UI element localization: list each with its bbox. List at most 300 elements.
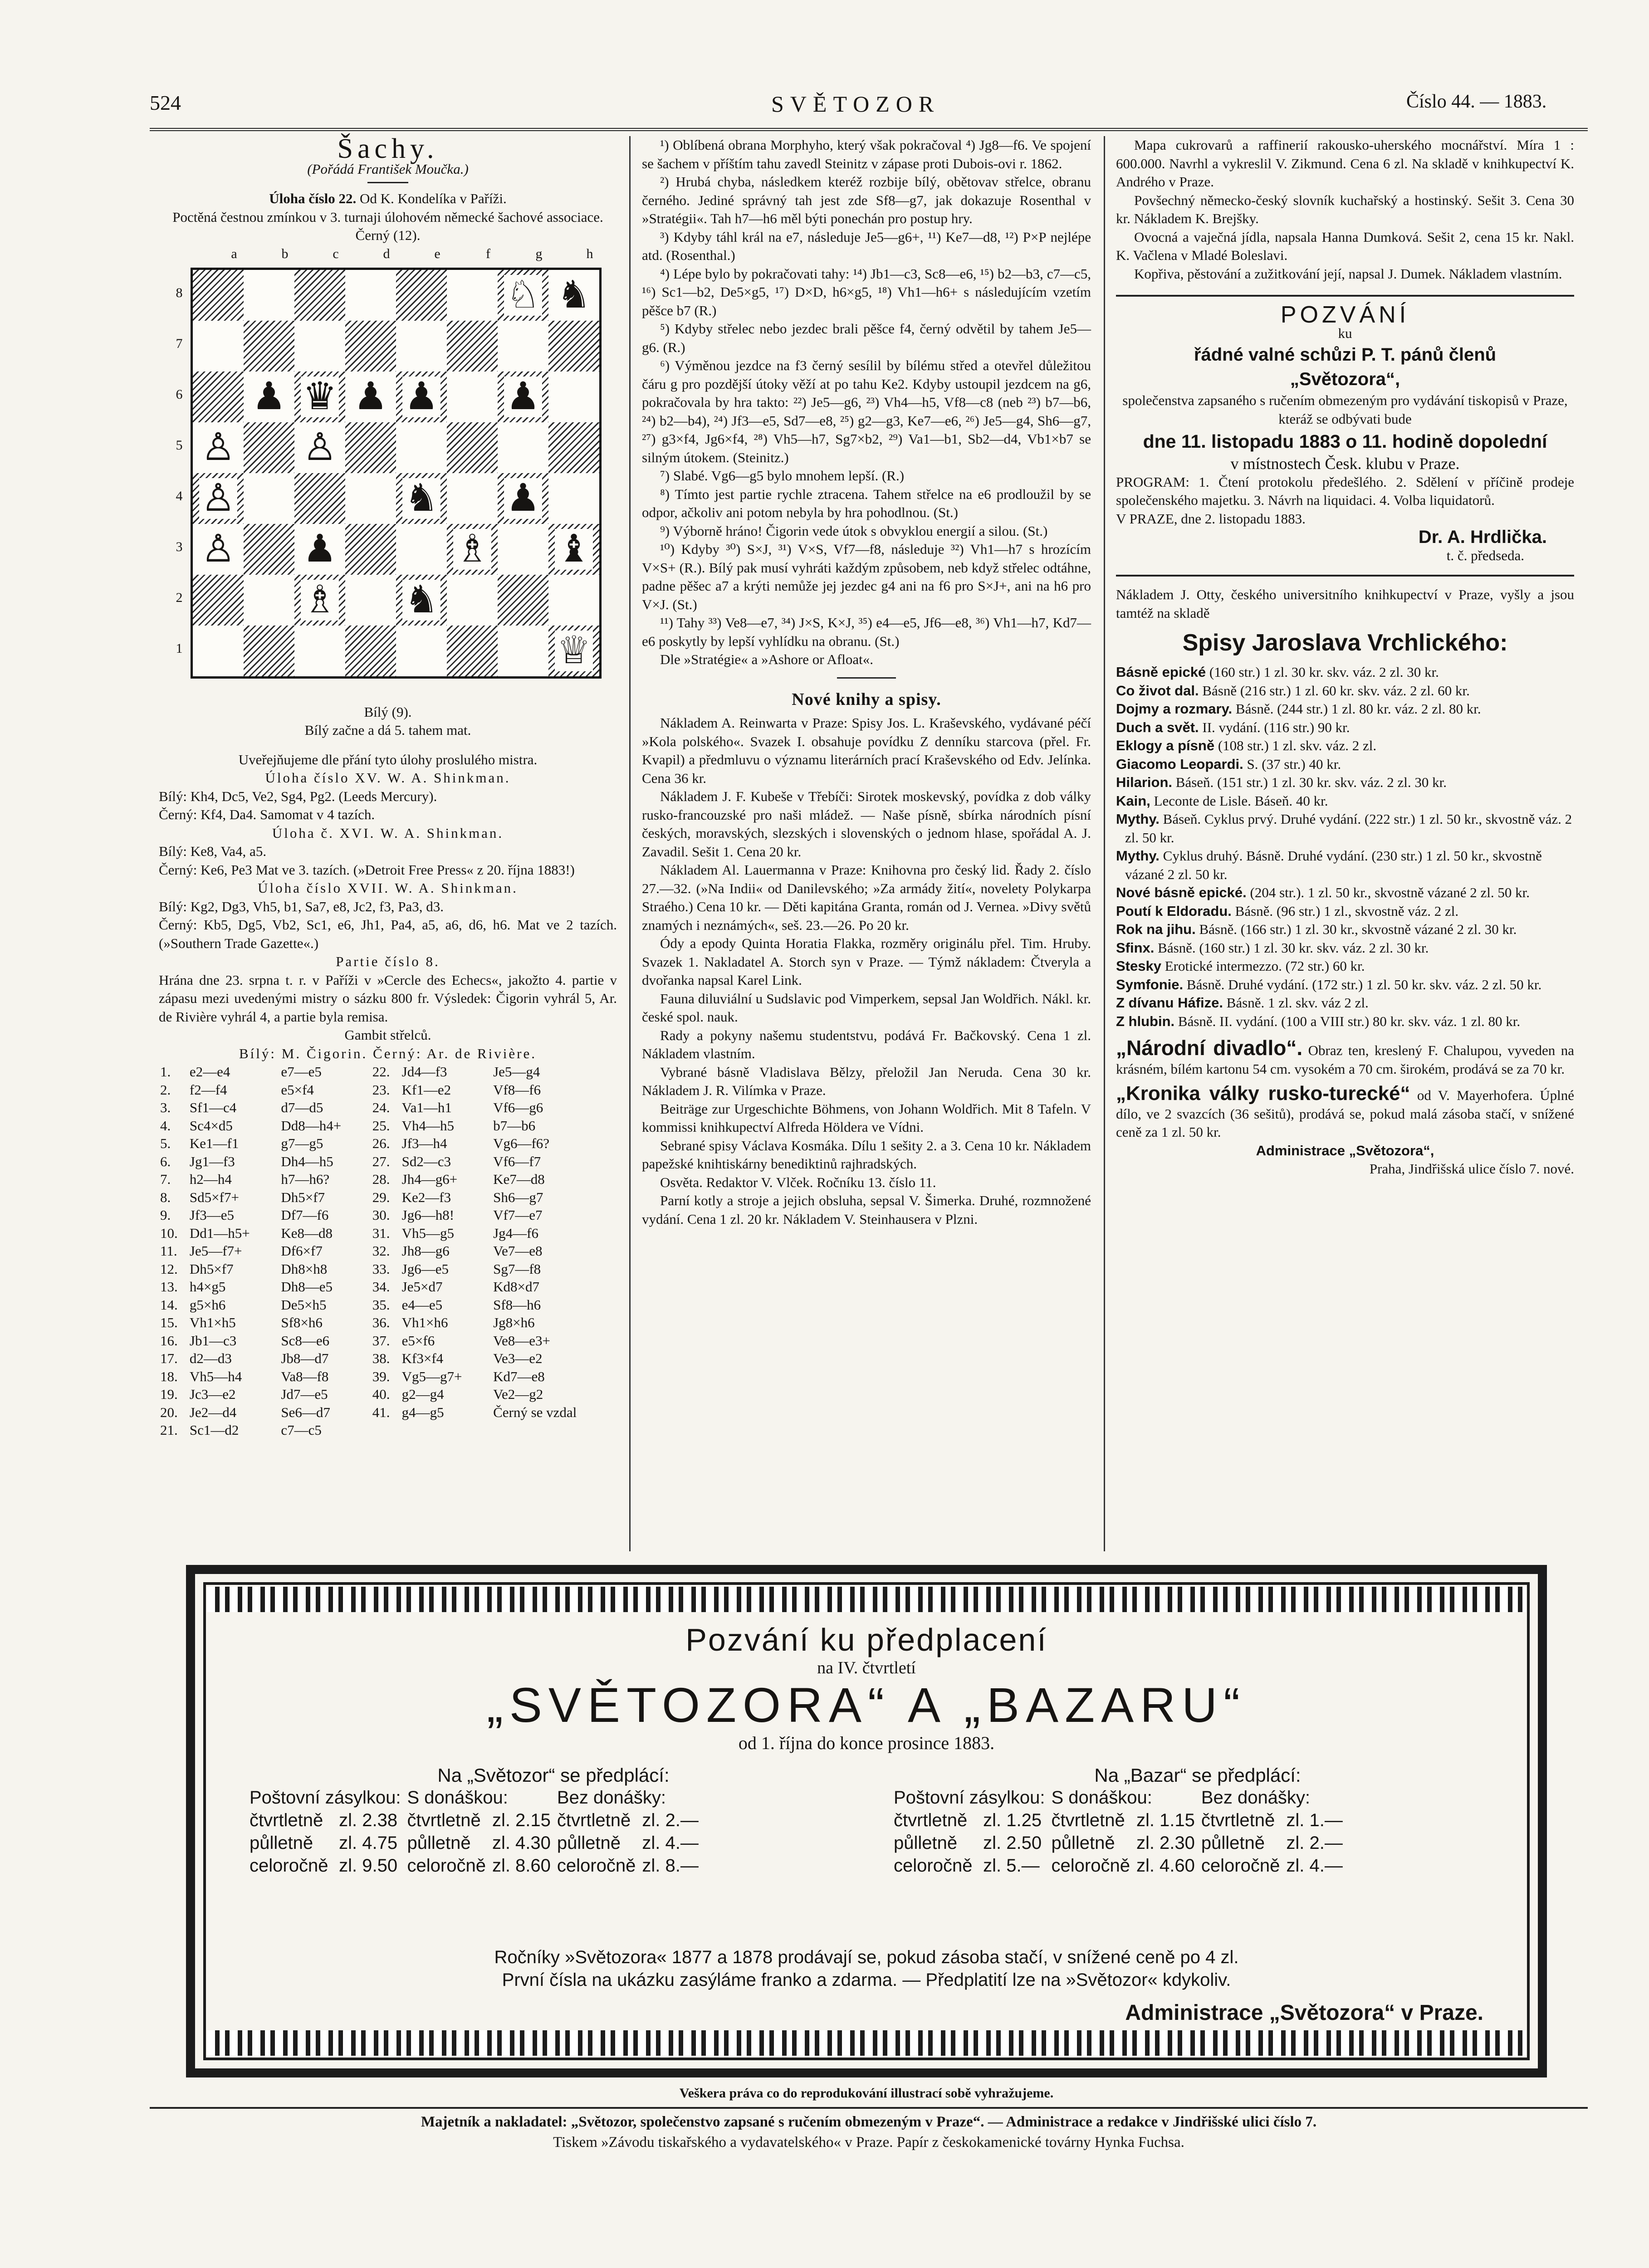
move-cell: Jg6—h8! — [401, 1207, 455, 1223]
move-cell: h2—h4 — [189, 1171, 232, 1187]
svetozor-head: Na „Světozor“ se předplácí: — [437, 1765, 670, 1786]
move-cell: g2—g4 — [401, 1386, 444, 1402]
price-cell: půlletně — [1201, 1833, 1265, 1853]
move-cell: 14. — [160, 1296, 178, 1313]
books-list — [642, 714, 1091, 1228]
subscription-admin: Administrace „Světozora“ v Praze. — [1125, 2001, 1483, 2025]
subscription-title: Pozvání ku předplacení — [685, 1622, 1047, 1657]
invite-place: v místnostech Česk. klubu v Praze. — [1230, 455, 1460, 473]
header-rule — [150, 128, 1588, 131]
move-cell: 16. — [160, 1332, 178, 1349]
move-cell: 28. — [372, 1171, 390, 1187]
move-cell: 18. — [160, 1368, 178, 1384]
rank-labels — [172, 268, 186, 674]
move-cell: 41. — [372, 1404, 390, 1420]
square-h2 — [548, 575, 599, 626]
price-cell: zl. 4.60 — [1136, 1856, 1195, 1876]
otty-item-title: Eklogy a písně — [1116, 738, 1215, 753]
square-d3 — [345, 524, 396, 575]
otty-item-detail: Básně. II. vydání. (100 a VIII str.) 80 kr. skv. váz. 1 zl. 80 kr. — [1178, 1013, 1521, 1029]
otty-item-title: Rok na jihu. — [1116, 921, 1196, 937]
chess-piece: ♙ — [199, 529, 237, 570]
otty-item — [1116, 884, 1574, 902]
otty-item-title: Nové básně epické. — [1116, 885, 1247, 900]
square-b6 — [244, 371, 294, 422]
invite-role: t. č. předseda. — [1446, 547, 1524, 563]
price-cell: půlletně — [557, 1833, 621, 1853]
square-d2 — [345, 575, 396, 626]
otty-item — [1116, 847, 1574, 884]
divadlo-text: Obraz ten, kreslený F. Chalupou, vyveden na krásném, bílém kartonu 54 cm. vysokém a 70 cm. širokém, prodává se za 70 kr. — [1116, 1042, 1574, 1077]
square-c6 — [294, 371, 345, 422]
move-cell: e4—e5 — [401, 1296, 443, 1313]
kronika-ad — [1116, 1082, 1574, 1142]
square-f7 — [447, 321, 498, 371]
move-row — [159, 1153, 617, 1171]
price-cell: zl. 4.— — [1286, 1856, 1343, 1876]
task-line: Bílý začne a dá 5. tahem mat. — [304, 722, 471, 738]
otty-item-detail: II. vydání. (116 str.) 90 kr. — [1202, 719, 1350, 735]
move-row — [159, 1260, 617, 1278]
rank-4: 4 — [176, 488, 183, 503]
price-cell: zl. 2.— — [1286, 1833, 1343, 1853]
game-note: ⁸) Tímto jest partie rychle ztracena. Tahem střelce na e6 prodloužil by se odpor, ačkoliv ani potom nebyla by hra pohodlnou. (St.) — [642, 486, 1091, 520]
price-cell: zl. 2.15 — [492, 1810, 551, 1830]
game-note: ⁶) Výměnou jezdce na f3 černý sesílil by bílému střed a otevřel důležitou čáru g pro pozdější útoky věží at po tahu Ke2. Kdyby ustoupil jezdcem na g6, pokračovala by hra takto: ²²) Je5—g6, ²³) Vh4—h5, Vf8—c8 (neb ²³) b7—b6, ²⁴) b2—b4), ²⁴) Jf3—e5, Sd7—e8, ²⁵) g2—g3, Ke7—e6, ²⁶) Je5—g4, Sh6—g7, ²⁷) g3×f4, Jg6×f4, ²⁸) Vh5—h7, Sg7×b2, ²⁹) Va1—b1, Sb2—d4, Vb1×b7 se silným útokem. (Steinitz.) — [642, 357, 1091, 465]
invite-line1: řádné valné schůzi P. T. pánů členů — [1194, 345, 1497, 365]
price-row — [894, 1854, 1349, 1877]
game-note: ¹¹) Tahy ³³) Ve8—e7, ³⁴) J×S, K×J, ³⁵) e4—e5, Jf6—e8, ³⁶) Vh1—h7, Kd7—e6 poskytly by lepší vyhlídku na obranu. (St.) — [642, 615, 1091, 649]
price-cell: celoročně — [1201, 1856, 1280, 1876]
otty-item-title: Z dívanu Háfize. — [1116, 995, 1223, 1011]
rank-8: 8 — [176, 285, 183, 300]
book-entry: Beiträge zur Urgeschichte Böhmens, von Johann Woldřich. Mit 8 Tafeln. V kommissi knihkupectví Alfreda Höldera ve Vídni. — [642, 1100, 1091, 1135]
move-cell: e2—e4 — [189, 1064, 230, 1080]
move-cell: 39. — [372, 1368, 390, 1384]
title-rule — [367, 182, 408, 183]
book-entry: Rady a pokyny našemu studentstvu, podává Fr. Bačkovský. Cena 1 zl. Nákladem vlastním. — [642, 1027, 1091, 1061]
price-cell: čtvrtletně — [1201, 1810, 1275, 1830]
chess-piece: ♟ — [250, 376, 288, 417]
move-cell: Dh8×h8 — [281, 1261, 328, 1277]
move-cell: Sc8—e6 — [281, 1332, 330, 1349]
price-cell: půlletně — [250, 1833, 313, 1853]
section-rule — [1116, 295, 1574, 297]
move-cell: Vf8—f6 — [493, 1081, 541, 1098]
square-b2 — [244, 575, 294, 626]
move-row — [159, 1242, 617, 1260]
price-header-row — [250, 1786, 705, 1809]
move-cell: 31. — [372, 1225, 390, 1241]
square-g7 — [498, 321, 548, 371]
invite-title: POZVÁNÍ — [1280, 302, 1410, 328]
game-note: ²) Hrubá chyba, následkem kteréž rozbije bílý, obětovav střelce, obranu černého. Jediné správný tah jest zde Sf8—g7, jak dokazuje Rosenthal v »Stratégii«. Tah h7—h6 měl býti ponechán pro postup hry. — [642, 174, 1091, 226]
kronika-addr: Praha, Jindřišská ulice číslo 7. nové. — [1369, 1161, 1574, 1177]
file-g: g — [535, 246, 543, 261]
otty-item-title: Poutí k Eldoradu. — [1116, 903, 1232, 919]
square-h8 — [548, 270, 599, 321]
chess-piece: ♟ — [352, 376, 389, 417]
book-entry: Parní kotly a stroje a jejich obsluha, sepsal V. Šimerka. Druhé, rozmnožené vydání. Cena 1 zl. 20 kr. Nákladem V. Steinhausera v Plzni. — [642, 1193, 1091, 1227]
square-f8 — [447, 270, 498, 321]
otty-item — [1116, 957, 1574, 976]
chess-piece: ♙ — [301, 427, 338, 468]
price-cell: zl. 2.38 — [339, 1810, 398, 1830]
price-cell: zl. 8.— — [642, 1856, 699, 1876]
square-e1 — [396, 626, 447, 676]
move-cell: b7—b6 — [493, 1117, 536, 1134]
square-c7 — [294, 321, 345, 371]
move-row — [159, 1332, 617, 1350]
otty-item-detail: Báseň. (151 str.) 1 zl. 30 kr. skv. váz. 2 zl. 30 kr. — [1175, 774, 1447, 790]
otty-item-detail: Erotické intermezzo. (72 str.) 60 kr. — [1165, 958, 1365, 974]
move-row — [159, 1188, 617, 1207]
move-cell: Se6—d7 — [281, 1404, 330, 1420]
otty-item-detail: (160 str.) 1 zl. 30 kr. skv. váz. 2 zl. 30 kr. — [1209, 664, 1439, 680]
chess-piece: ♟ — [402, 376, 440, 417]
square-h7 — [548, 321, 599, 371]
otty-item-title: Dojmy a rozmary. — [1116, 701, 1233, 717]
square-d5 — [345, 422, 396, 473]
otty-item-title: Duch a svět. — [1116, 719, 1199, 735]
subscription-big: „SVĚTOZORA“ A „BAZARU“ — [486, 1677, 1247, 1732]
chess-column — [159, 133, 617, 1439]
move-cell: Df6×f7 — [281, 1243, 323, 1259]
move-row — [159, 1385, 617, 1403]
price-header-row — [894, 1786, 1349, 1809]
chess-piece: ♛ — [301, 376, 338, 417]
square-e3 — [396, 524, 447, 575]
price-cell: zl. 2.50 — [983, 1833, 1042, 1853]
subscription-period: od 1. října do konce prosince 1883. — [738, 1733, 995, 1753]
otty-item — [1116, 719, 1574, 737]
move-cell: 4. — [160, 1117, 171, 1134]
move-cell: Sg7—f8 — [493, 1261, 541, 1277]
otty-item-title: Hilarion. — [1116, 774, 1173, 790]
move-cell: Sd5×f7+ — [189, 1189, 239, 1205]
square-f4 — [447, 473, 498, 524]
book-entry: Povšechný německo-český slovník kuchařský a hostinský. Sešit 3. Cena 30 kr. Nákladem K. Brejšky. — [1116, 192, 1574, 226]
move-cell: Dh8—e5 — [281, 1279, 333, 1295]
book-entry: Mapa cukrovarů a raffinerií rakousko-uherského mocnářství. Míra 1 : 600.000. Navrhl a vykreslil V. Zikmund. Cena 6 zl. Na skladě v knihkupectví K. Andrého v Praze. — [1116, 137, 1574, 190]
move-cell: Ke2—f3 — [401, 1189, 451, 1205]
price-row — [894, 1809, 1349, 1832]
move-cell: Sc1—d2 — [189, 1422, 239, 1438]
move-row — [159, 1349, 617, 1368]
game-note: ⁴) Lépe bylo by pokračovati tahy: ¹⁴) Jb1—c3, Sc8—e6, ¹⁵) b2—b3, c7—c5, ¹⁶) Sc1—b2, De5×g5, ¹⁷) D×D, h6×g5, ¹⁸) Vh1—h6+ s následujícím vzetím pěšce b7 (R.) — [642, 265, 1091, 318]
game-note: ⁹) Výborně hráno! Čigorin vede útok s obvyklou energií a silou. (St.) — [660, 523, 1048, 539]
move-cell: 34. — [372, 1279, 390, 1295]
otty-item-detail: Básně (216 str.) 1 zl. 60 kr. skv. váz. 2 zl. 60 kr. — [1202, 682, 1470, 699]
otty-item — [1116, 663, 1574, 682]
move-cell: 20. — [160, 1404, 178, 1420]
chess-piece: ♞ — [402, 580, 440, 621]
square-b3 — [244, 524, 294, 575]
otty-item-title: Sfinx. — [1116, 939, 1155, 956]
game-note: ¹⁰) Kdyby ³⁰) S×J, ³¹) V×S, Vf7—f8, následuje ³²) Vh1—h7 s hrozícím V×S+ (R.). Bílý pak musí vyhráti každým způsobem, neb když střelec odtáhne, padne pěšec a7 a krýti nemůže jej jezdec g4 ani na f6 pro S×J+, ani na h6 pro V×J. (St.) — [642, 541, 1091, 612]
invite-line3: společenstva zapsaného s ručením obmezeným pro vydávání tiskopisů v Praze, — [1122, 392, 1568, 408]
otty-title: Spisy Jaroslava Vrchlického: — [1182, 630, 1508, 656]
square-e6 — [396, 371, 447, 422]
price-row — [894, 1832, 1349, 1854]
move-cell: 35. — [372, 1296, 390, 1313]
move-cell: 9. — [160, 1207, 171, 1223]
move-cell: 32. — [372, 1243, 390, 1259]
right-column — [1116, 136, 1574, 1178]
move-cell: 5. — [160, 1135, 171, 1151]
move-cell: g5×h6 — [189, 1296, 226, 1313]
square-d1 — [345, 626, 396, 676]
price-cell: zl. 1.25 — [983, 1810, 1042, 1830]
otty-item-detail: Básně. (166 str.) 1 zl. 30 kr., skvostně vázané 2 zl. 30 kr. — [1199, 921, 1517, 937]
move-row — [159, 1296, 617, 1314]
invite-dateline: V PRAZE, dne 2. listopadu 1883. — [1116, 510, 1306, 527]
move-cell: Je5×d7 — [401, 1279, 443, 1295]
chess-diagram — [159, 245, 617, 703]
square-g5 — [498, 422, 548, 473]
right-top-books — [1116, 136, 1574, 283]
price-cell: čtvrtletně — [557, 1810, 631, 1830]
move-cell: Vh1×h5 — [189, 1315, 236, 1330]
move-cell: Černý se vzdal — [493, 1404, 577, 1420]
price-cell: čtvrtletně — [250, 1810, 323, 1830]
square-a5 — [193, 422, 244, 473]
chess-piece: ♞ — [402, 478, 440, 519]
move-row — [159, 1368, 617, 1386]
square-g6 — [498, 371, 548, 422]
otty-item-detail: Leconte de Lisle. Báseň. 40 kr. — [1154, 792, 1328, 809]
move-cell: Dh5×f7 — [281, 1189, 325, 1205]
move-row — [159, 1117, 617, 1135]
square-a7 — [193, 321, 244, 371]
move-cell: Jb8—d7 — [281, 1350, 329, 1366]
otty-item-detail: Básně. (244 str.) 1 zl. 80 kr. váz. 2 zl. 80 kr. — [1235, 701, 1481, 717]
move-cell: 8. — [160, 1189, 171, 1205]
otty-item — [1116, 939, 1574, 958]
square-d7 — [345, 321, 396, 371]
rank-6: 6 — [176, 386, 183, 402]
section-rule — [1116, 575, 1574, 577]
square-b1 — [244, 626, 294, 676]
game-notes — [642, 136, 1091, 669]
square-b8 — [244, 270, 294, 321]
move-cell: Va8—f8 — [281, 1368, 329, 1384]
file-b: b — [281, 246, 289, 261]
book-entry: Vybrané básně Vladislava Bělzy, přeložil Jan Neruda. Cena 30 kr. Nákladem J. R. Vilímka v Praze. — [642, 1064, 1091, 1098]
subscription-box — [186, 1565, 1547, 2077]
otty-intro: Nákladem J. Otty, českého universitního knihkupectví v Praze, vyšly a jsou tamtéž na skladě — [1116, 587, 1574, 621]
move-cell: 38. — [372, 1350, 390, 1366]
move-row — [159, 1278, 617, 1296]
white-label: Bílý (9). — [364, 704, 412, 720]
otty-item — [1116, 755, 1574, 774]
chess-board — [191, 268, 602, 679]
problem-xvii-white: Bílý: Kg2, Dg3, Vh5, b1, Sa7, e8, Jc2, f3, Pa3, d3. — [159, 898, 444, 914]
game-note: ⁷) Slabé. Vg6—g5 bylo mnohem lepší. (R.) — [660, 468, 905, 484]
file-c: c — [333, 246, 339, 261]
move-cell: Jg4—f6 — [493, 1225, 538, 1241]
svetozor-prices — [250, 1765, 857, 1877]
move-cell: Jf3—h4 — [401, 1135, 447, 1151]
invite-line2: „Světozora“, — [1290, 369, 1400, 389]
game-note: ⁵) Kdyby střelec nebo jezdec brali pěšce f4, černý odvětil by tahem Je5—g6. (R.) — [642, 321, 1091, 355]
black-label: Černý (12). — [355, 227, 421, 243]
chess-piece: ♝ — [555, 529, 592, 570]
problem-author: Od K. Kondelíka v Paříži. — [356, 191, 507, 206]
price-cell: zl. 8.60 — [492, 1856, 551, 1876]
game-note: ³) Kdyby táhl král na e7, následuje Je5—g6+, ¹¹) Ke7—d8, ¹²) P×P nejlépe atd. (Rosenthal.) — [642, 229, 1091, 263]
move-cell: Vf6—g6 — [493, 1100, 543, 1115]
footer-line2: Tiskem »Závodu tiskařského a vydavatelského« v Praze. Papír z českokamenické továrny Hynka Fuchsa. — [553, 2134, 1184, 2151]
price-column-head: Bez donášky: — [1201, 1788, 1311, 1808]
price-cell: zl. 4.75 — [339, 1833, 398, 1853]
move-cell: Jh4—g6+ — [401, 1171, 458, 1187]
problem-xvi-black: Černý: Ke6, Pe3 Mat ve 3. tazích. (»Detroit Free Press« z 20. října 1883!) — [159, 861, 575, 878]
move-row — [159, 1081, 617, 1099]
square-e8 — [396, 270, 447, 321]
game-note: Dle »Stratégie« a »Ashore or Afloat«. — [660, 651, 874, 667]
otty-item — [1116, 902, 1574, 921]
square-d8 — [345, 270, 396, 321]
move-cell: Sf8—h6 — [493, 1296, 541, 1313]
subscription-sub: na IV. čtvrtletí — [817, 1658, 916, 1677]
move-cell: Jd7—e5 — [281, 1386, 328, 1402]
otty-list — [1116, 663, 1574, 1031]
notes-rule — [837, 677, 896, 679]
move-cell: Ve8—e3+ — [493, 1332, 551, 1349]
players-line: Bílý: M. Čigorin. Černý: Ar. de Rivière. — [239, 1045, 537, 1061]
otty-item — [1116, 1012, 1574, 1031]
square-h5 — [548, 422, 599, 473]
move-cell: 27. — [372, 1153, 390, 1169]
price-cell: zl. 5.— — [983, 1856, 1040, 1876]
move-cell: Jg6—e5 — [401, 1261, 449, 1277]
move-cell: 7. — [160, 1171, 171, 1187]
book-entry: Fauna diluviální u Sudslavic pod Vimperkem, sepsal Jan Woldřich. Nákl. kr. české spol. nauk. — [642, 990, 1091, 1025]
square-a6 — [193, 371, 244, 422]
otty-item-detail: Básně. (96 str.) 1 zl., skvostně váz. 2 zl. — [1235, 903, 1459, 919]
books-title: Nové knihy a spisy. — [792, 689, 941, 709]
otty-item-title: Mythy. — [1116, 811, 1160, 827]
otty-item — [1116, 700, 1574, 719]
move-row — [159, 1224, 617, 1242]
move-cell: Ke8—d8 — [281, 1225, 333, 1241]
square-g3 — [498, 524, 548, 575]
price-cell: celoročně — [894, 1856, 973, 1876]
move-cell: 26. — [372, 1135, 390, 1151]
move-row — [159, 1206, 617, 1224]
otty-item-detail: (108 str.) 1 zl. skv. váz. 2 zl. — [1218, 738, 1377, 753]
book-entry: Nákladem A. Reinwarta v Praze: Spisy Jos. L. Kraševského, vydávané péčí »Kola polského«. Svazek I. obsahuje povídku Z denníku starcova (přel. Fr. Kvapil) a předmluvu o významu literárních prací Kraševského od Edv. Jelínka. Cena 36 kr. — [642, 715, 1091, 786]
otty-item-title: Mythy. — [1116, 848, 1160, 864]
chess-piece: ♗ — [301, 580, 338, 621]
price-cell: zl. 4.— — [642, 1833, 699, 1853]
square-g8 — [498, 270, 548, 321]
column-divider — [629, 136, 631, 1551]
invite-line4: kteráž se odbývati bude — [1278, 411, 1412, 427]
problem-note: Poctěná čestnou zmínkou v 3. turnaji úlohovém německé šachové associace. — [172, 209, 603, 225]
move-cell: Sf8×h6 — [281, 1315, 323, 1330]
square-f2 — [447, 575, 498, 626]
square-h1 — [548, 626, 599, 676]
otty-item — [1116, 920, 1574, 939]
rank-2: 2 — [176, 590, 183, 605]
move-cell — [371, 1421, 401, 1439]
price-cell: celoročně — [407, 1856, 486, 1876]
move-cell: 13. — [160, 1279, 178, 1295]
move-cell: h7—h6? — [281, 1171, 330, 1187]
move-cell: 22. — [372, 1064, 390, 1080]
square-g2 — [498, 575, 548, 626]
move-cell: 36. — [372, 1315, 390, 1330]
price-column-head: Poštovní zásylkou: — [250, 1788, 401, 1808]
subscription-note1: Ročníky »Světozora« 1877 a 1878 prodávají se, pokud zásoba stačí, v snížené ceně po 4 zl. — [494, 1947, 1239, 1967]
move-cell: 15. — [160, 1315, 178, 1330]
square-c8 — [294, 270, 345, 321]
move-cell: Dd1—h5+ — [189, 1225, 250, 1241]
file-f: f — [486, 246, 490, 261]
file-e: e — [434, 246, 440, 261]
otty-item-detail: S. (37 str.) 40 kr. — [1247, 756, 1341, 772]
move-cell: Dh4—h5 — [281, 1153, 333, 1169]
otty-item-detail: (204 str.). 1 zl. 50 kr., skvostně vázané 2 zl. 50 kr. — [1250, 885, 1530, 900]
move-cell: Vg5—g7+ — [401, 1368, 462, 1384]
move-cell: Kf1—e2 — [401, 1081, 451, 1098]
rank-7: 7 — [176, 336, 183, 351]
move-cell: f2—f4 — [189, 1081, 227, 1098]
footer-rule — [150, 2107, 1588, 2109]
move-cell: 30. — [372, 1207, 390, 1223]
move-row — [159, 1314, 617, 1332]
price-cell: zl. 2.— — [642, 1810, 699, 1830]
move-cell: 11. — [160, 1243, 177, 1259]
chess-editor: (Pořádá František Moučka.) — [307, 161, 469, 177]
otty-item — [1116, 810, 1574, 847]
price-cell: čtvrtletně — [407, 1810, 481, 1830]
move-cell: Jd4—f3 — [401, 1064, 447, 1080]
chess-piece: ♙ — [199, 478, 237, 519]
otty-item-detail: Básně. 1 zl. skv. váz 2 zl. — [1226, 995, 1369, 1011]
notes-column — [642, 136, 1091, 1228]
file-d: d — [383, 246, 390, 261]
otty-item-title: Kain, — [1116, 792, 1150, 809]
square-a2 — [193, 575, 244, 626]
move-cell: Sf1—c4 — [189, 1100, 237, 1115]
price-column-head: Bez donášky: — [557, 1788, 666, 1808]
chess-piece: ♟ — [504, 478, 542, 519]
problem-xv-white: Bílý: Kh4, Dc5, Ve2, Sg4, Pg2. (Leeds Mercury). — [159, 788, 437, 804]
rank-1: 1 — [176, 640, 183, 656]
price-cell: zl. 1.— — [1286, 1810, 1343, 1830]
move-row — [159, 1099, 617, 1117]
price-cell: půlletně — [1051, 1833, 1115, 1853]
square-a4 — [193, 473, 244, 524]
square-e2 — [396, 575, 447, 626]
move-cell: g7—g5 — [281, 1135, 323, 1151]
price-cell: zl. 2.30 — [1136, 1833, 1195, 1853]
rank-3: 3 — [176, 539, 183, 554]
kronika-text: od V. Mayerhofera. Úplné dílo, ve 2 svazcích (36 sešitů), prodává se, pokud malá zásoba stačí, v snížené ceně za 1 zl. 50 kr. — [1116, 1087, 1574, 1140]
move-cell: 19. — [160, 1386, 178, 1402]
chess-title: Šachy. — [337, 133, 439, 164]
move-cell: 17. — [160, 1350, 178, 1366]
move-cell: Je2—d4 — [189, 1404, 237, 1420]
price-cell: půlletně — [894, 1833, 958, 1853]
move-cell: 23. — [372, 1081, 390, 1098]
price-row — [250, 1809, 705, 1832]
move-cell: Ke7—d8 — [493, 1171, 545, 1187]
square-a1 — [193, 626, 244, 676]
